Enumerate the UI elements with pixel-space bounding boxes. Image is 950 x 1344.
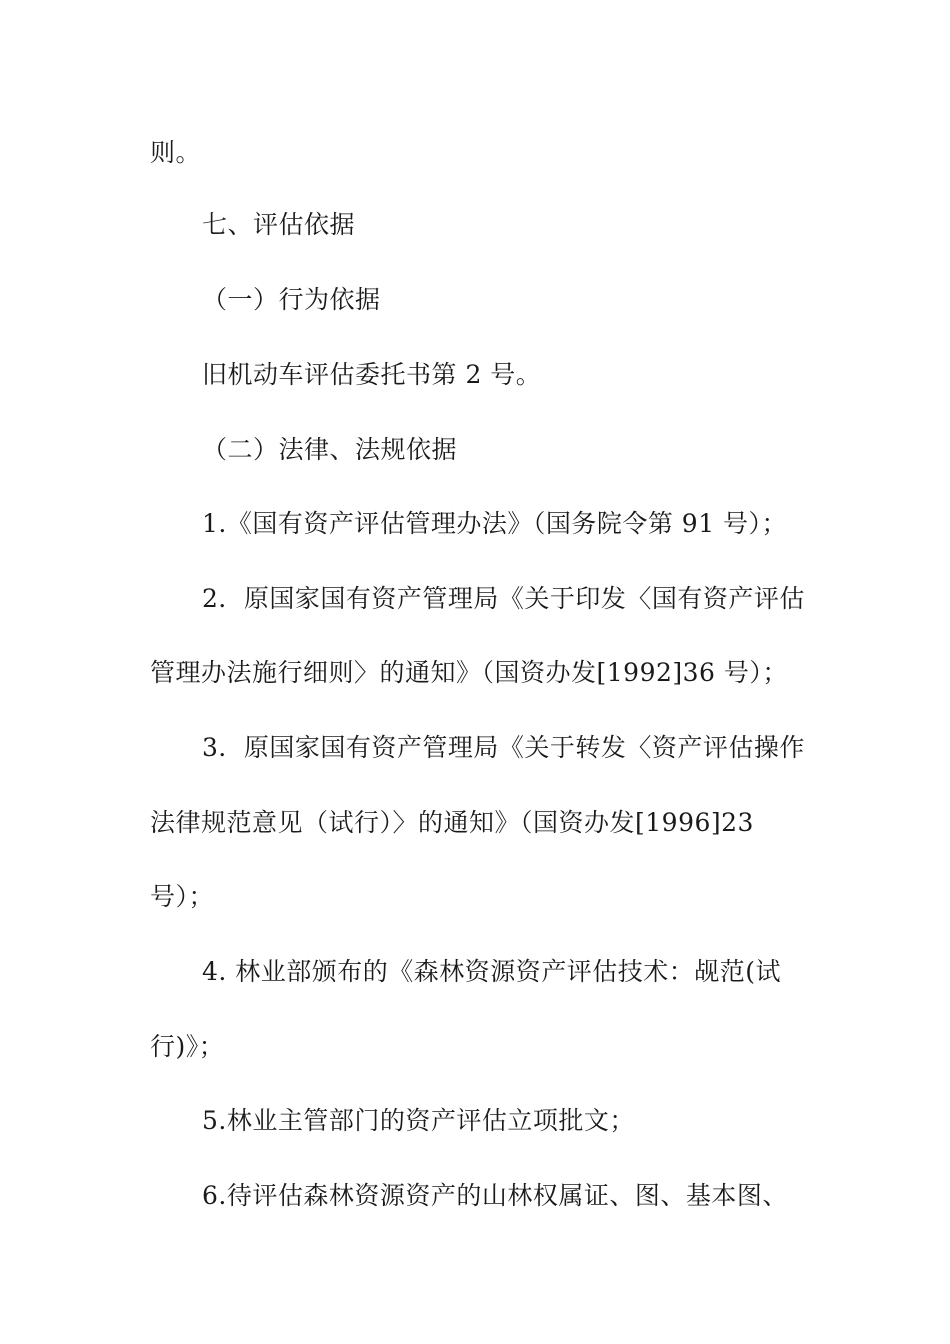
paragraph-line-continuation: 则。 <box>150 138 202 167</box>
subsection-heading: （二）法律、法规依据 <box>202 435 458 464</box>
list-item-3-continuation: 号）； <box>150 882 215 911</box>
list-item-4-continuation: 行)》； <box>150 1032 225 1061</box>
list-item-5: 5.林业主管部门的资产评估立项批文； <box>202 1106 635 1135</box>
list-item-2: 2．原国家国有资产管理局《关于印发〈国有资产评估 <box>202 584 805 613</box>
list-item-4: 4. 林业部颁布的《森林资源资产评估技术：觇范(试 <box>202 957 782 986</box>
paragraph-line: 旧机动车评估委托书第 2 号。 <box>202 360 542 389</box>
list-item-3-continuation: 法律规范意见（试行）〉的通知》（国资办发[1996]23 <box>150 808 754 837</box>
list-item-1: 1.《国有资产评估管理办法》（国务院令第 91 号）； <box>202 509 788 538</box>
list-item-2-continuation: 管理办法施行细则〉的通知》（国资办发[1992]36 号）； <box>150 658 788 687</box>
subsection-heading: （一）行为依据 <box>202 285 381 314</box>
list-item-3: 3．原国家国有资产管理局《关于转发〈资产评估操作 <box>202 733 805 762</box>
section-heading: 七、评估依据 <box>202 210 356 239</box>
list-item-6: 6.待评估森林资源资产的山林权属证、图、基本图、 <box>202 1181 788 1210</box>
